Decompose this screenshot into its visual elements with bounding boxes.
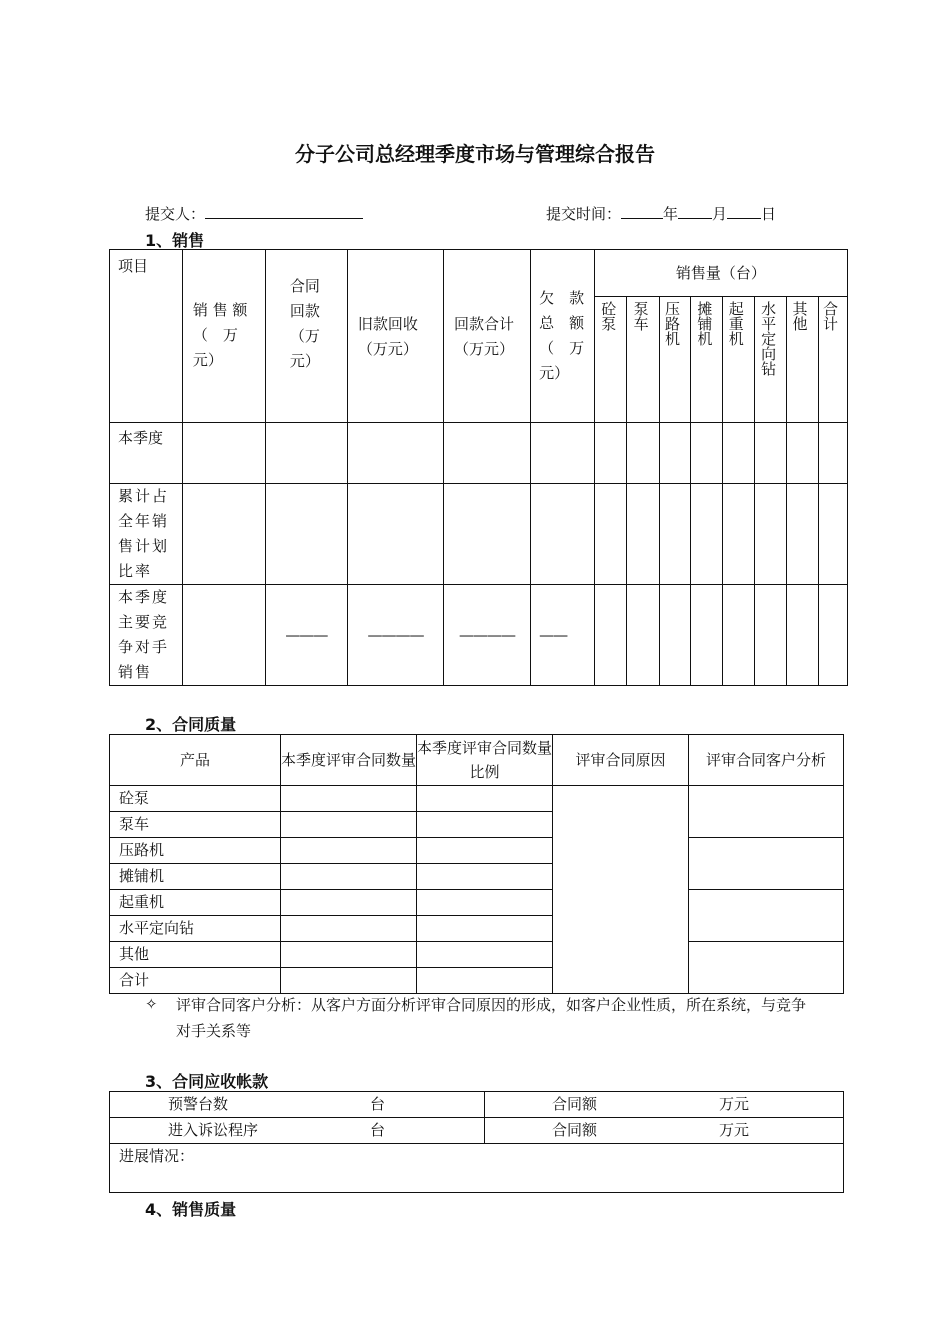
- cell[interactable]: [417, 864, 553, 890]
- note-bullet-icon: ✧: [145, 995, 158, 1013]
- cell[interactable]: [417, 786, 553, 812]
- submitter-blank[interactable]: [205, 203, 363, 219]
- cell[interactable]: [417, 838, 553, 864]
- product-header: 砼泵: [594, 297, 626, 423]
- customer-cell[interactable]: [689, 838, 844, 890]
- cell[interactable]: [818, 484, 847, 585]
- product-header: 泵车: [627, 297, 659, 423]
- cell[interactable]: [627, 484, 659, 585]
- cell[interactable]: [690, 585, 722, 686]
- cell[interactable]: [594, 484, 626, 585]
- section3-heading: 3、合同应收帐款: [145, 1072, 269, 1091]
- dash-cell: ————: [444, 585, 531, 686]
- product-header: 水平定向钻: [754, 297, 786, 423]
- cell[interactable]: [659, 585, 690, 686]
- cell[interactable]: [444, 423, 531, 484]
- contract-quality-table: [109, 734, 844, 994]
- section1-heading: 1、销售: [145, 231, 205, 250]
- section4-heading: 4、销售质量: [145, 1200, 237, 1219]
- product-label: 合计: [110, 968, 281, 994]
- product-header: 起重机: [723, 297, 754, 423]
- month-blank[interactable]: [678, 203, 712, 219]
- litigation-label: 进入诉讼程序: [168, 1121, 259, 1139]
- day-label: 日: [761, 205, 777, 223]
- warning-amount-cell[interactable]: [485, 1092, 844, 1118]
- cell[interactable]: [818, 585, 847, 686]
- cell[interactable]: [594, 423, 626, 484]
- cell[interactable]: [281, 890, 417, 916]
- cell[interactable]: [787, 423, 818, 484]
- cell[interactable]: [659, 423, 690, 484]
- row-label: 累计占全年销售计划比率: [110, 484, 183, 585]
- cell[interactable]: [417, 942, 553, 968]
- col-reason-header: 评审合同原因: [553, 735, 689, 786]
- table-row: [110, 786, 844, 812]
- product-label: 水平定向钻: [110, 916, 281, 942]
- litigation-count-cell[interactable]: [110, 1118, 485, 1144]
- sales-table: [109, 249, 848, 686]
- cell[interactable]: [531, 484, 595, 585]
- cell[interactable]: [723, 423, 754, 484]
- cell[interactable]: [281, 838, 417, 864]
- table-row: [110, 942, 844, 968]
- cell[interactable]: [627, 585, 659, 686]
- cell[interactable]: [265, 423, 347, 484]
- row-label: 本季度: [110, 423, 183, 484]
- col-sales-header: 销 售 额（ 万元）: [182, 250, 265, 423]
- year-label: 年: [663, 205, 679, 223]
- cell[interactable]: [281, 916, 417, 942]
- submitter-label: 提交人：: [145, 205, 206, 223]
- col-total-return-header: 回款合计（万元）: [444, 250, 531, 423]
- section2-heading: 2、合同质量: [145, 715, 237, 734]
- cell[interactable]: [182, 585, 265, 686]
- col-contract-header: 合同回款（万元）: [265, 250, 347, 423]
- month-label: 月: [712, 205, 728, 223]
- col-owed-header: 欠 款总 额（ 万元）: [531, 250, 595, 423]
- product-header: 其他: [787, 297, 818, 423]
- cell[interactable]: [690, 484, 722, 585]
- product-header: 压路机: [659, 297, 690, 423]
- cell[interactable]: [281, 942, 417, 968]
- unit-tai: 台: [370, 1121, 386, 1139]
- table-row: [110, 838, 844, 864]
- cell[interactable]: [818, 423, 847, 484]
- product-label: 起重机: [110, 890, 281, 916]
- contract-amount-label: 合同额: [552, 1095, 598, 1113]
- day-blank[interactable]: [727, 203, 761, 219]
- col-customer-header: 评审合同客户分析: [689, 735, 844, 786]
- year-blank[interactable]: [621, 203, 663, 219]
- unit-tai: 台: [370, 1095, 386, 1113]
- litigation-amount-cell[interactable]: [485, 1118, 844, 1144]
- cell[interactable]: [417, 916, 553, 942]
- submit-time-field: [546, 203, 776, 224]
- cell[interactable]: [347, 423, 443, 484]
- product-label: 泵车: [110, 812, 281, 838]
- cell[interactable]: [281, 968, 417, 994]
- product-label: 压路机: [110, 838, 281, 864]
- table-row: [110, 423, 848, 484]
- dash-cell: ————: [347, 585, 443, 686]
- col-volume-header: 销售量（台）: [594, 250, 847, 297]
- cell[interactable]: [690, 423, 722, 484]
- cell[interactable]: [182, 423, 265, 484]
- cell[interactable]: [787, 484, 818, 585]
- cell[interactable]: [754, 484, 786, 585]
- submitter-field: [145, 203, 363, 224]
- reason-cell[interactable]: [553, 786, 689, 994]
- dash-cell: ———: [265, 585, 347, 686]
- product-label: 其他: [110, 942, 281, 968]
- cell[interactable]: [417, 812, 553, 838]
- col-item-header: 项目: [110, 250, 183, 423]
- cell[interactable]: [281, 812, 417, 838]
- cell[interactable]: [281, 864, 417, 890]
- col-count-header: 本季度评审合同数量: [281, 735, 417, 786]
- customer-cell[interactable]: [689, 890, 844, 942]
- table-row: [110, 890, 844, 916]
- customer-cell[interactable]: [689, 942, 844, 994]
- cell[interactable]: [182, 484, 265, 585]
- table-row: [110, 585, 848, 686]
- cell[interactable]: [417, 890, 553, 916]
- unit-wan: 万元: [719, 1121, 750, 1139]
- cell[interactable]: [754, 423, 786, 484]
- submit-time-label: 提交时间：: [546, 205, 622, 223]
- cell[interactable]: [754, 585, 786, 686]
- cell[interactable]: [594, 585, 626, 686]
- customer-cell[interactable]: [689, 786, 844, 838]
- col-product-header: 产品: [110, 735, 281, 786]
- cell[interactable]: [417, 968, 553, 994]
- warning-count-cell[interactable]: [110, 1092, 485, 1118]
- row-label: 本季度主要竞争对手销售: [110, 585, 183, 686]
- cell[interactable]: [627, 423, 659, 484]
- page-title: 分子公司总经理季度市场与管理综合报告: [295, 142, 655, 166]
- cell[interactable]: [723, 585, 754, 686]
- product-label: 砼泵: [110, 786, 281, 812]
- contract-note: 评审合同客户分析：从客户方面分析评审合同原因的形成，如客户企业性质，所在系统，与竞争对手关系等: [176, 996, 807, 1040]
- progress-cell[interactable]: 进展情况：: [110, 1144, 844, 1193]
- contract-amount-label: 合同额: [552, 1121, 598, 1139]
- dash-cell: ——: [531, 585, 595, 686]
- unit-wan: 万元: [719, 1095, 750, 1113]
- product-header: 合计: [818, 297, 847, 423]
- product-label: 摊铺机: [110, 864, 281, 890]
- cell[interactable]: [281, 786, 417, 812]
- cell[interactable]: [787, 585, 818, 686]
- cell[interactable]: [265, 484, 347, 585]
- cell[interactable]: [444, 484, 531, 585]
- warning-count-label: 预警台数: [168, 1095, 229, 1113]
- receivables-table: [109, 1091, 844, 1193]
- product-header: 摊铺机: [690, 297, 722, 423]
- table-row: [110, 484, 848, 585]
- cell[interactable]: [723, 484, 754, 585]
- cell[interactable]: [659, 484, 690, 585]
- cell[interactable]: [531, 423, 595, 484]
- col-ratio-header: 本季度评审合同数量比例: [417, 735, 553, 786]
- cell[interactable]: [347, 484, 443, 585]
- col-old-header: 旧款回收（万元）: [347, 250, 443, 423]
